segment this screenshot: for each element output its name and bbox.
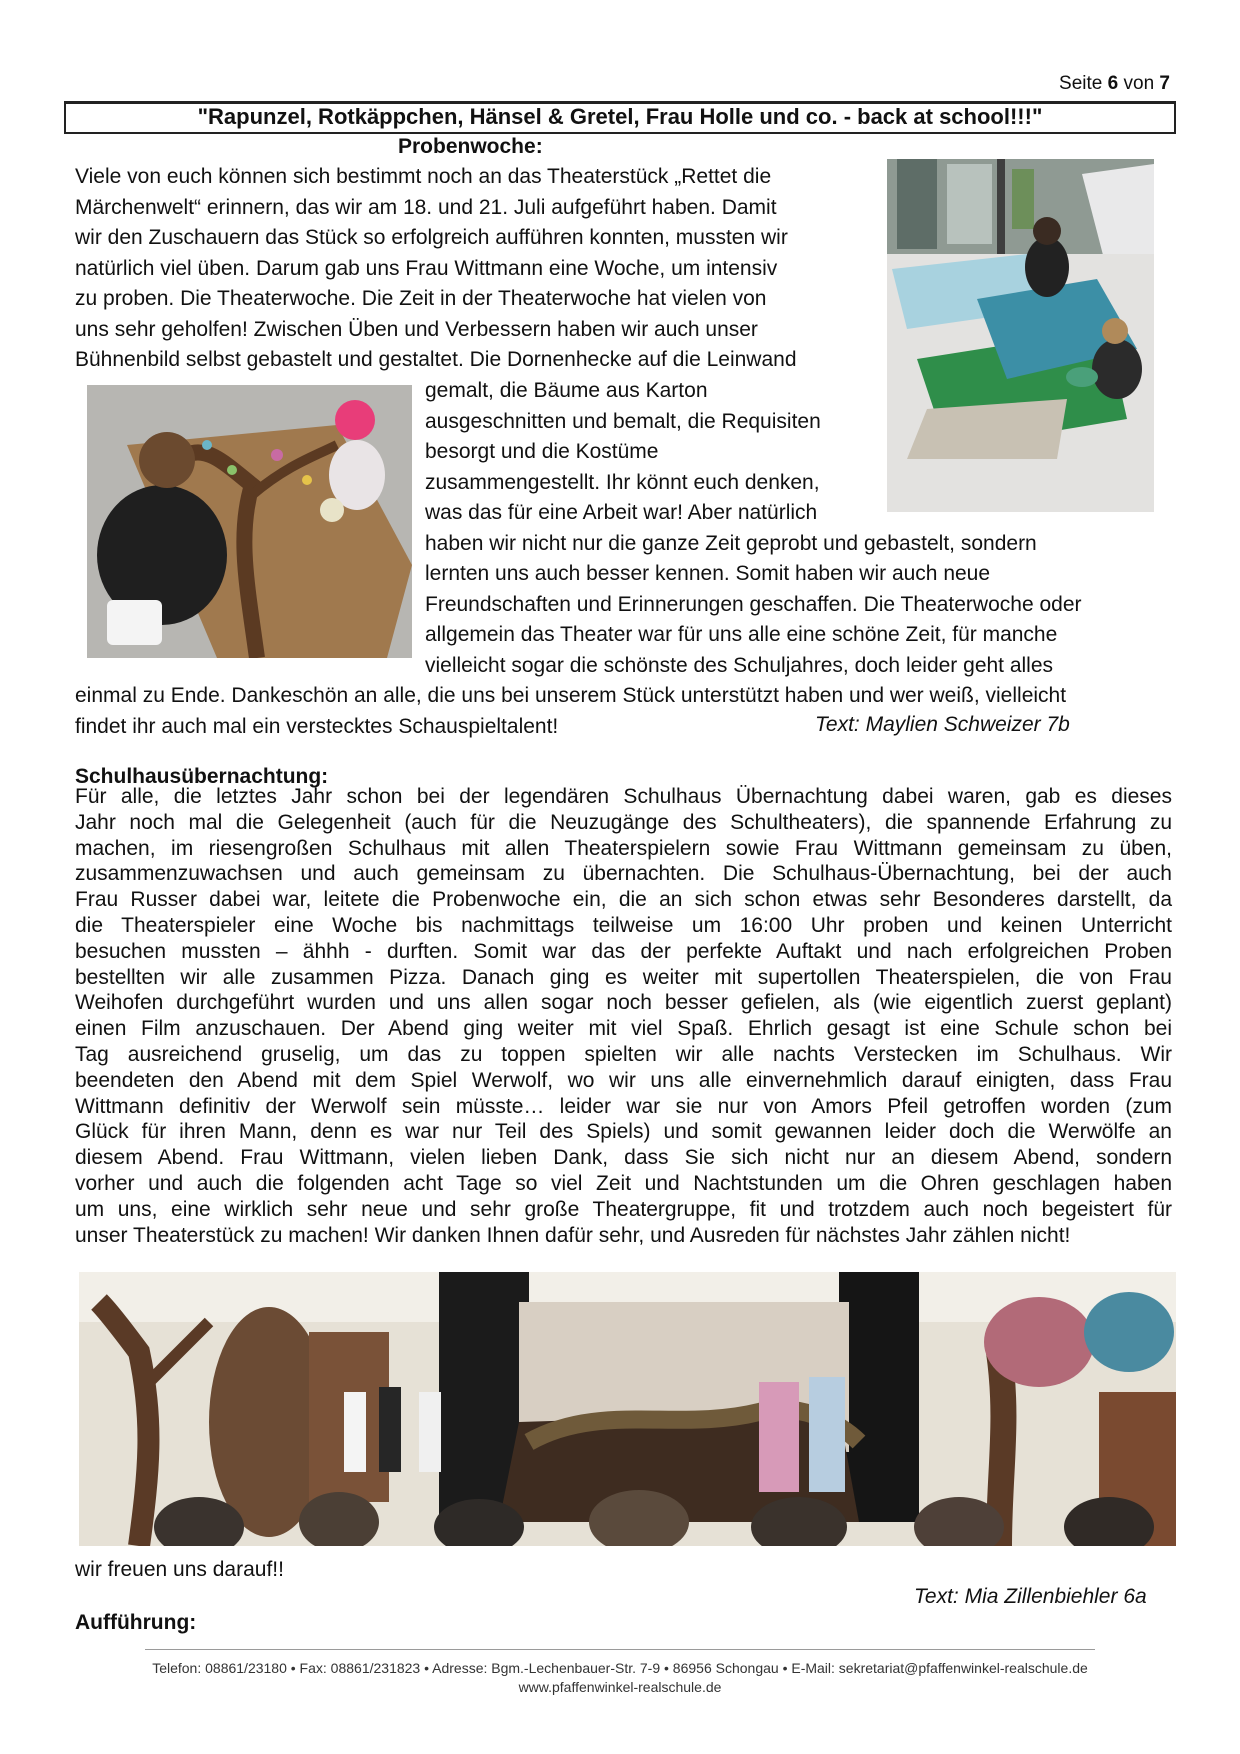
text-line: haben wir nicht nur die ganze Zeit geprobt und gebastelt, sondern [425, 531, 1037, 555]
text-line: Freundschaften und Erinnerungen geschaffen. Die Theaterwoche oder [425, 592, 1082, 616]
text-line: die Theaterspieler eine Woche bis nachmittags teilweise um 16:00 Uhr proben und keinen Unterricht [75, 913, 1172, 937]
probenwoche-credit: Text: Maylien Schweizer 7b [815, 713, 1070, 736]
schulhaus-credit: Text: Mia Zillenbiehler 6a [914, 1585, 1147, 1608]
text-line: Glück für ihren Mann, denn es war nur Teil des Spiels) und somit gewannen leider doch die Werwölfe an [75, 1120, 1172, 1144]
schulhaus-heading: Schulhausübernachtung: [75, 765, 329, 788]
text-line: zu proben. Die Theaterwoche. Die Zeit in der Theaterwoche hat vielen von [75, 287, 767, 310]
text-line: lernten uns auch besser kennen. Somit haben wir auch neue [425, 562, 991, 585]
text-line: besuchen mussten – ähhh - durften. Somit war das der perfekte Auftakt und nach erfolgreichen Proben [75, 939, 1172, 963]
photo-painting-canvas [887, 159, 1154, 512]
text-line: diesem Abend. Frau Wittmann, vielen lieben Dank, dass Sie sich nicht nur an diesem Abend, sondern [75, 1146, 1172, 1170]
text-line: natürlich viel üben. Darum gab uns Frau Wittmann eine Woche, um intensiv [75, 256, 778, 280]
text-line: Für alle, die letztes Jahr schon bei der legendären Schulhaus Übernachtung dabei waren, gab es dieses [75, 785, 1172, 808]
text-line: zusammengestellt. Ihr könnt euch denken, [425, 470, 820, 494]
text-line: Jahr noch mal die Gelegenheit (auch für die Neuzugänge des Schultheaters), die spannende Erfahrung zu [75, 810, 1172, 834]
text-line: Viele von euch können sich bestimmt noch an das Theaterstück „Rettet die [75, 165, 772, 188]
text-line: unser Theaterstück zu machen! Wir danken Ihnen dafür sehr, und Ausreden für nächstes Jahr zählen nicht! [75, 1223, 1071, 1247]
text-line: Märchenwelt“ erinnern, das wir am 18. und 21. Juli aufgeführt haben. Damit [75, 195, 777, 219]
text-line: Wittmann definitiv der Werwolf sein müsste… leider war sie nur von Amors Pfeil getroffen worden (zum [75, 1094, 1172, 1118]
text-line: einmal zu Ende. Dankeschön an alle, die uns bei unserem Stück unterstützt haben und wer weiß, vielleicht [75, 684, 1067, 707]
text-line: Weihofen durchgeführt wurden und uns allen sogar noch besser gefielen, als (wie eigentlich zuerst geplant) [75, 991, 1172, 1015]
text-line: gemalt, die Bäume aus Karton [425, 379, 708, 402]
text-line: was das für eine Arbeit war! Aber natürlich [425, 501, 818, 524]
footer-divider [145, 1649, 1095, 1650]
text-line: Frau Russer dabei war, leitete die Probenwoche ein, die an sich schon etwas sehr Besonderes darstellt, da [75, 888, 1172, 912]
text-line: allgemein das Theater war für uns alle eine schöne Zeit, für manche [425, 623, 1058, 646]
text-line: vielleicht sogar die schönste des Schuljahres, doch leider geht alles [425, 653, 1054, 677]
text-line: zusammenzuwachsen und auch gemeinsam zu übernachten. Die Schulhaus-Übernachtung, bei der auch [75, 862, 1172, 886]
text-line: besorgt und die Kostüme [425, 440, 659, 463]
text-line: machen, im riesengroßen Schulhaus mit allen Theaterspielern sowie Frau Wittmann gemeinsam zu üben, [75, 836, 1172, 860]
text-line: um uns, eine wirklich sehr neue und sehr große Theatergruppe, fit und trotzdem auch noch begeistert für [75, 1197, 1172, 1221]
text-line: beendeten den Abend mit dem Spiel Werwolf, wo wir uns alle einvernehmlich darauf einigten, dass Frau [75, 1068, 1172, 1092]
text-line: ausgeschnitten und bemalt, die Requisiten [425, 409, 821, 433]
text-line: bestellten wir alle zusammen Pizza. Danach ging es weiter mit supertollen Theaterspielen, die von Frau [75, 965, 1172, 989]
photo-stage-performance [79, 1272, 1176, 1546]
text-line: Tag ausreichend gruselig, um das zu toppen spielten wir alle nachts Verstecken im Schulhaus. Wir [75, 1042, 1172, 1066]
auffuehrung-heading: Aufführung: [75, 1611, 197, 1634]
text-line: wir den Zuschauern das Stück so erfolgreich aufführen konnten, mussten wir [75, 226, 788, 249]
schulhaus-text [75, 784, 1172, 1248]
schulhaus-closing: wir freuen uns darauf!! [75, 1558, 284, 1581]
page-number: Seite 6 von 7 [1059, 73, 1170, 94]
probenwoche-text-top [75, 162, 797, 376]
probenwoche-heading: Probenwoche: [398, 135, 543, 158]
photo-painting-tree [87, 385, 412, 658]
page-title: "Rapunzel, Rotkäppchen, Hänsel & Gretel, Frau Holle und co. - back at school!!!" [197, 104, 1043, 129]
text-line: uns sehr geholfen! Zwischen Üben und Verbessern haben wir auch unser [75, 317, 758, 341]
footer-contact: Telefon: 08861/23180 • Fax: 08861/231823 • Adresse: Bgm.-Lechenbauer-Str. 7-9 • 86956 Schongau • E-Mail: sekretariat@pfaffenwinkel-realschule.de [152, 1660, 1088, 1676]
footer-website[interactable]: www.pfaffenwinkel-realschule.de [518, 1679, 722, 1695]
text-line: einen Film anzuschauen. Der Abend ging weiter mit viel Spaß. Ehrlich gesagt ist eine Schule schon bei [75, 1017, 1172, 1041]
text-line: vorher und auch die folgenden acht Tage so viel Zeit und Nachtstunden um die Ohren geschlagen haben [75, 1171, 1172, 1195]
text-line: Bühnenbild selbst gebastelt und gestaltet. Die Dornenhecke auf die Leinwand [75, 348, 797, 371]
text-line: findet ihr auch mal ein verstecktes Schauspieltalent! [75, 714, 559, 738]
